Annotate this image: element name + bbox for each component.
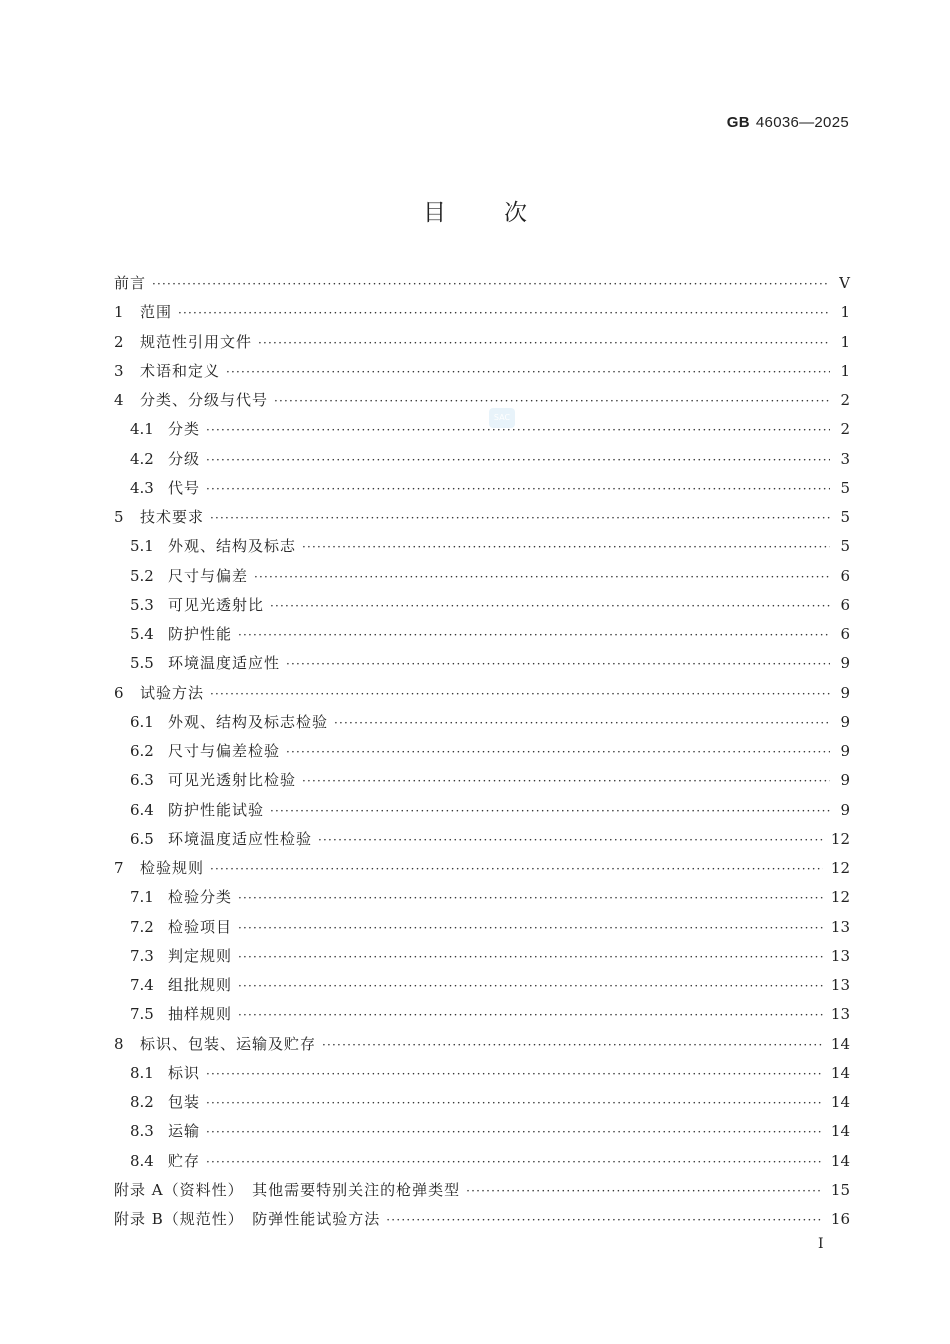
toc-entry-page: 14 [830,1034,850,1053]
toc-entry-page: 2 [840,420,850,439]
toc-entry-page: 6 [840,625,850,643]
toc-entry-title: 贮存 [168,1151,201,1170]
toc-entry-number: 4 [114,391,124,409]
toc-entry-number: 4.1 [130,420,154,439]
toc-entry[interactable] [114,532,850,561]
toc-entry-title: 前言 [114,274,147,292]
toc-entry-title: 附录 B（规范性） 防弹性能试验方法 [114,1210,381,1228]
toc-entry-title: 抽样规则 [168,1005,233,1024]
toc-dot-leader [274,387,830,416]
toc-entry-page: 13 [830,917,850,936]
toc-dot-leader [178,299,830,328]
toc-entry-page: 14 [830,1122,850,1141]
standard-prefix: GB [726,114,750,131]
toc-dot-leader [238,943,823,972]
toc-entry-title: 环境温度适应性检验 [168,829,313,848]
toc-entry[interactable] [114,1176,850,1205]
toc-entry-title: 试验方法 [140,683,205,702]
toc-entry-number: 6.4 [130,800,154,819]
toc-dot-leader [386,1206,823,1235]
toc-entry-title: 分类、分级与代号 [140,391,269,409]
title-char-2: 次 [504,200,527,226]
toc-entry-page: 9 [840,771,850,790]
toc-dot-leader [206,1118,823,1147]
toc-entry-number: 1 [114,303,124,322]
toc-dot-leader [302,533,830,562]
toc-entry-title: 分级 [168,449,201,468]
toc-entry-number: 6.3 [130,771,154,790]
toc-entry-title: 外观、结构及标志 [168,537,297,556]
toc-entry-title: 范围 [140,303,173,322]
title-char-1: 目 [423,200,446,226]
toc-entry[interactable] [114,913,850,942]
toc-entry-page: 2 [840,391,850,409]
toc-entry-title: 规范性引用文件 [140,332,253,351]
toc-entry-number: 6.2 [130,742,154,760]
toc-entry-title: 标识、包装、运输及贮存 [140,1034,317,1053]
toc-dot-leader [270,592,830,621]
toc-entry-number: 8.4 [130,1151,154,1170]
toc-entry-page: 9 [840,654,850,673]
toc-dot-leader [206,1089,823,1118]
toc-dot-leader [210,855,823,884]
toc-dot-leader [286,738,830,767]
toc-dot-leader [286,650,830,679]
toc-entry-page: 6 [840,595,850,614]
toc-entry-number: 4.2 [130,449,154,468]
toc-entry[interactable] [114,679,850,708]
toc-dot-leader [206,475,830,504]
toc-entry-page: V [839,274,850,292]
toc-entry-number: 7 [114,859,124,877]
toc-dot-leader [322,1031,823,1060]
toc-entry-title: 外观、结构及标志检验 [168,712,329,731]
toc-dot-leader [210,680,830,709]
toc-entry-number: 5.2 [130,566,154,585]
toc-entry[interactable] [114,796,850,825]
toc-dot-leader [238,621,830,650]
toc-entry-page: 14 [830,1093,850,1111]
toc-entry[interactable] [114,415,850,444]
toc-dot-leader [238,1001,823,1030]
toc-dot-leader [206,1148,823,1177]
toc-entry-title: 判定规则 [168,946,233,965]
toc-entry-title: 防护性能试验 [168,800,265,819]
toc-entry-number: 5.4 [130,625,154,643]
toc-entry[interactable] [114,386,850,415]
toc-entry-page: 1 [840,332,850,351]
toc-dot-leader [226,358,830,387]
toc-entry[interactable] [114,854,850,883]
toc-entry[interactable] [114,942,850,971]
toc-entry-number: 3 [114,361,124,380]
toc-entry[interactable] [114,649,850,678]
toc-entry[interactable] [114,1088,850,1117]
toc-entry-number: 7.4 [130,976,154,994]
toc-entry-title: 术语和定义 [140,361,221,380]
toc-entry-title: 检验分类 [168,888,233,907]
toc-entry-number: 2 [114,332,124,351]
toc-entry-title: 可见光透射比检验 [168,771,297,790]
toc-dot-leader [270,797,830,826]
toc-entry-number: 8.3 [130,1122,154,1141]
toc-entry[interactable] [114,503,850,532]
toc-entry[interactable] [114,1117,850,1146]
watermark-logo: SAC [489,408,515,428]
toc-entry-page: 5 [840,508,850,526]
toc-entry-title: 检验规则 [140,859,205,877]
toc-entry-page: 16 [830,1210,850,1228]
toc-entry-number: 5.3 [130,595,154,614]
toc-entry-page: 14 [830,1063,850,1082]
toc-entry-number: 6.1 [130,712,154,731]
toc-dot-leader [238,914,823,943]
toc-entry-page: 12 [830,829,850,848]
toc-entry-number: 5 [114,508,124,526]
toc-entry[interactable] [114,620,850,649]
toc-entry-page: 15 [830,1180,850,1199]
toc-entry-title: 检验项目 [168,917,233,936]
toc-entry-page: 9 [840,800,850,819]
toc-entry-page: 14 [830,1151,850,1170]
toc-entry[interactable] [114,591,850,620]
toc-entry[interactable] [114,1059,850,1088]
standard-code: 46036—2025 [755,114,849,131]
toc-entry[interactable] [114,328,850,357]
toc-entry-page: 9 [840,712,850,731]
toc-dot-leader [254,563,830,592]
toc-dot-leader [206,446,830,475]
toc-entry-number: 7.3 [130,946,154,965]
page-title [0,194,950,227]
toc-entry-page: 13 [830,976,850,994]
toc-entry-page: 1 [840,303,850,322]
toc-entry-title: 附录 A（资料性） 其他需要特别关注的枪弹类型 [114,1180,461,1199]
toc-entry[interactable] [114,708,850,737]
table-of-contents [114,269,850,1234]
toc-entry-title: 尺寸与偏差 [168,566,249,585]
toc-entry-number: 7.1 [130,888,154,907]
toc-entry[interactable] [114,1205,850,1234]
toc-entry[interactable] [114,1030,850,1059]
toc-entry-page: 12 [830,859,850,877]
toc-dot-leader [238,884,823,913]
toc-entry-number: 8 [114,1034,124,1053]
toc-entry[interactable] [114,825,850,854]
toc-entry[interactable] [114,883,850,912]
toc-entry-title: 代号 [168,478,201,497]
toc-entry-title: 包装 [168,1093,201,1111]
toc-entry-page: 13 [830,1005,850,1024]
toc-dot-leader [210,504,830,533]
toc-entry[interactable] [114,474,850,503]
toc-entry-number: 8.2 [130,1093,154,1111]
toc-entry-page: 12 [830,888,850,907]
toc-dot-leader [258,329,830,358]
toc-entry[interactable] [114,1147,850,1176]
toc-dot-leader [238,972,823,1001]
toc-dot-leader [334,709,830,738]
toc-entry-number: 6.5 [130,829,154,848]
toc-entry[interactable] [114,1000,850,1029]
toc-entry-page: 9 [840,742,850,760]
toc-entry[interactable] [114,562,850,591]
toc-entry[interactable] [114,737,850,766]
toc-entry-number: 5.5 [130,654,154,673]
toc-entry-title: 标识 [168,1063,201,1082]
toc-entry-page: 3 [840,449,850,468]
standard-number [727,114,849,131]
toc-entry-title: 组批规则 [168,976,233,994]
toc-entry-page: 9 [840,683,850,702]
toc-entry-page: 13 [830,946,850,965]
toc-entry-number: 7.5 [130,1005,154,1024]
toc-entry-title: 可见光透射比 [168,595,265,614]
toc-dot-leader [302,767,830,796]
toc-entry-page: 5 [840,537,850,556]
page-folio: I [818,1236,824,1252]
toc-entry-title: 防护性能 [168,625,233,643]
toc-entry-page: 1 [840,361,850,380]
toc-dot-leader [318,826,823,855]
toc-dot-leader [206,416,830,445]
toc-dot-leader [466,1177,823,1206]
toc-entry-title: 技术要求 [140,508,205,526]
toc-entry-title: 运输 [168,1122,201,1141]
toc-entry-title: 尺寸与偏差检验 [168,742,281,760]
toc-entry[interactable] [114,445,850,474]
toc-entry[interactable] [114,971,850,1000]
toc-entry-page: 5 [840,478,850,497]
toc-dot-leader [206,1060,823,1089]
toc-entry-number: 6 [114,683,124,702]
toc-entry[interactable] [114,298,850,327]
toc-entry[interactable] [114,766,850,795]
toc-entry[interactable] [114,357,850,386]
toc-entry-number: 8.1 [130,1063,154,1082]
toc-entry-title: 环境温度适应性 [168,654,281,673]
toc-entry-number: 7.2 [130,917,154,936]
toc-entry-number: 5.1 [130,537,154,556]
toc-entry[interactable] [114,269,850,298]
toc-entry-page: 6 [840,566,850,585]
toc-entry-number: 4.3 [130,478,154,497]
toc-entry-title: 分类 [168,420,201,439]
toc-dot-leader [152,270,830,299]
